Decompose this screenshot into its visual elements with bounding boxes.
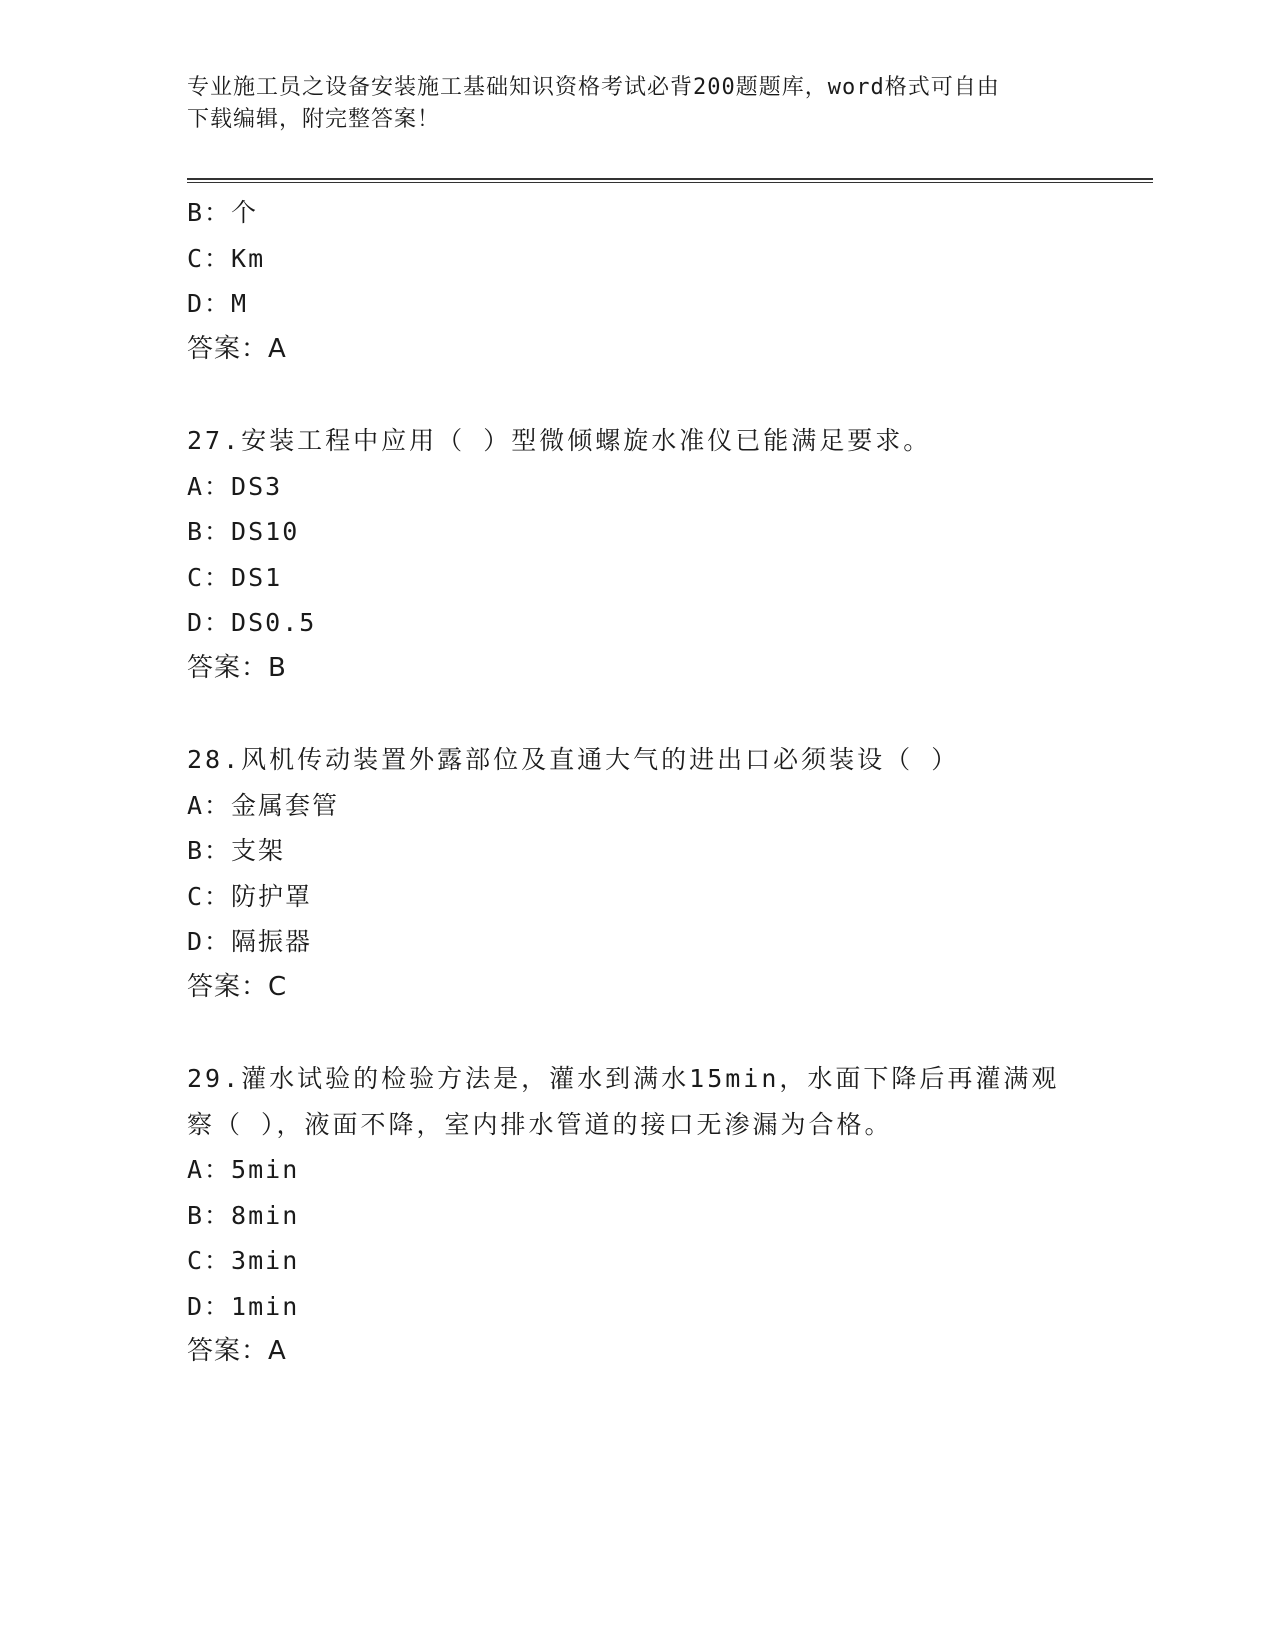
option-a: A：5min: [187, 1155, 300, 1184]
question-29: [187, 1056, 1087, 1375]
question-text: 28.风机传动装置外露部位及直通大气的进出口必须装设（ ）: [187, 745, 960, 774]
option-a: A：金属套管: [187, 790, 340, 820]
answer: 答案：A: [187, 1336, 287, 1366]
prev-question: [187, 190, 1087, 372]
question-27: [187, 418, 1087, 691]
option-b: B：8min: [187, 1200, 300, 1230]
header-rule-thin: [187, 182, 1153, 183]
option-c: C：防护罩: [187, 881, 313, 911]
option-d: D：隔振器: [187, 927, 313, 956]
answer: 答案：C: [187, 971, 288, 1002]
option-a: A：DS3: [187, 471, 283, 501]
option-c: C：Km: [187, 243, 266, 273]
question-list: [187, 190, 1087, 1375]
option-d: D：DS0.5: [187, 608, 317, 637]
answer: 答案：B: [187, 652, 287, 683]
option-b: B：支架: [187, 836, 286, 865]
header-line-1: 专业施工员之设备安装施工基础知识资格考试必背200题题库，word格式可自由: [187, 75, 1000, 100]
option-d: D：M: [187, 289, 249, 318]
document-header: [187, 72, 1067, 136]
option-c: C：3min: [187, 1246, 300, 1275]
header-line-2: 下载编辑，附完整答案！: [187, 107, 441, 132]
question-text: 27.安装工程中应用（ ）型微倾螺旋水准仪已能满足要求。: [187, 426, 932, 455]
question-28: [187, 737, 1087, 1010]
question-text-line-1: 29.灌水试验的检验方法是，灌水到满水15min，水面下降后再灌满观: [187, 1064, 1060, 1093]
option-d: D：1min: [187, 1291, 300, 1321]
option-b: B：DS10: [187, 517, 300, 546]
header-rule-thick: [187, 178, 1153, 180]
answer: 答案：A: [187, 333, 287, 364]
option-c: C：DS1: [187, 562, 283, 592]
option-b: B：个: [187, 198, 259, 227]
question-text-line-2: 察（ ），液面不降，室内排水管道的接口无渗漏为合格。: [187, 1109, 893, 1139]
